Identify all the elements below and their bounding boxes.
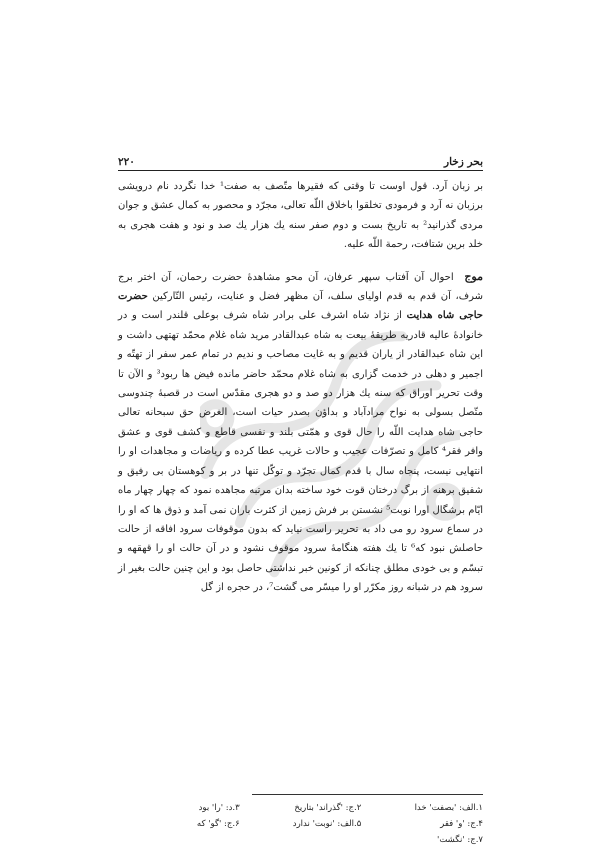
highlighted-name: حضرت حاجی شاه هدایت — [118, 291, 483, 322]
footnote: ۶.ج: 'گو' که — [196, 819, 240, 829]
paragraph-2-body: از نژاد شاه اشرف علی برادر شاه شرف بوعلی قلندر است و در خانوادهٔ عالیه قادریه طریقهٔ بیعت به شاه عبدالقادر مرید شاه غلام محمّد تهتهی داشت و این شاه عبدالقادر از یاران قدیم و به غایت مصاحب و ندیم در تمام عمر سفر از تهتّه و اجمیر و دهلی در خدمت گزاری به شاه غلام محمّد حاضر مانده فیض ها ربود³ و الآن تا وقت تحریر اوراق که سنه یك هزار دو صد و دو هجری مقدّس است در قصبهٔ چندوسی متّصل بسولی به نواح مرادآباد و بداؤن بصدر حیات است، الغرض حق سبحانه تعالی حاجی شاه هدایت اللّه را حال قوی و همّتی بلند و نفسی قاطع و کشف قوی و عشق وافر فقر⁴ کامل و تصرّفات عجیب و حالات غریب عطا کرده و ریاضات و مجاهدات او را انتهایی نیست، پنجاه سال با قدم کمال تجرّد و توکّل تنها در بر و کوهستان بی رفیق و شفیق برهنه از برگ درختان قوت خود ساخته بدان مرتبه مجاهده نمود که چهار چهار ماه ایّام برشگال اورا نوبت⁵ نشستن بر فرش زمین از کثرت باران نمی آمد و ذوق ها که او را در سماع سرود رو می داد به تحریر راست نیاید که بدون موقوفات سرود افاقه از حالت حاصلش نبود که⁶ تا یك هفته هنگامهٔ سرود موقوف نشود و در آن حالت او را قهقهه و تبسّم و بی خودی مطلق چنانکه از کونین خبر نداشتی حاصل بود و این چنین حالت بغیر از سرود هم در شبانه روز مکرّر او را میسّر می گشت⁷، در حجره از گل — [118, 310, 484, 594]
footnotes — [118, 800, 483, 848]
paragraph-1: بر زبان آرد. قول اوست تا وقتی که فقیرها متّصف به صفت¹ خدا نگردد نام درویشی برزبان نه آرد و فرمودی تخلقوا باخلاق اللّه تعالی، مجرّد و محصور به کمال عشق و جوان مردی گذرانید² به تاریخ بست و دوم صفر سنه یك هزار یك صد و نود و هفت هجری به خلد برین شتافت، رحمة اللّه علیه. — [118, 181, 484, 251]
paragraph-2-intro: احوال آن آفتاب سپهر عرفان، آن محو مشاهدهٔ حضرت رحمان، آن اختر برج شرف، آن قدم به قدم اولیای سلف، آن مظهر فضل و عنایت، رئیس التّارکین — [118, 271, 483, 303]
footnote-divider — [252, 794, 483, 795]
footnote: ۳.د: 'را' بود — [198, 803, 240, 813]
page-header — [118, 150, 483, 168]
page-number: ۲۲۰ — [118, 156, 135, 168]
footnote-row — [118, 816, 483, 832]
footnote: ۵.الف: 'نوبت' ندارد — [292, 819, 362, 829]
footnote: ۴.ج: 'و' فقر — [440, 819, 483, 829]
running-title: بحر زخار — [444, 156, 483, 168]
footnote-row — [118, 832, 483, 848]
paragraph-2 — [118, 267, 483, 598]
footnote: ۷.ج: 'نگشت' — [437, 835, 483, 845]
footnote: ۲.ج: 'گذراند' بتاریخ — [294, 803, 362, 813]
footnote: ۱.الف: 'بصفت' خدا — [414, 803, 483, 813]
footnote-row — [118, 800, 483, 816]
section-term: موج — [464, 269, 484, 283]
main-text — [118, 177, 483, 598]
header-divider — [118, 170, 483, 171]
